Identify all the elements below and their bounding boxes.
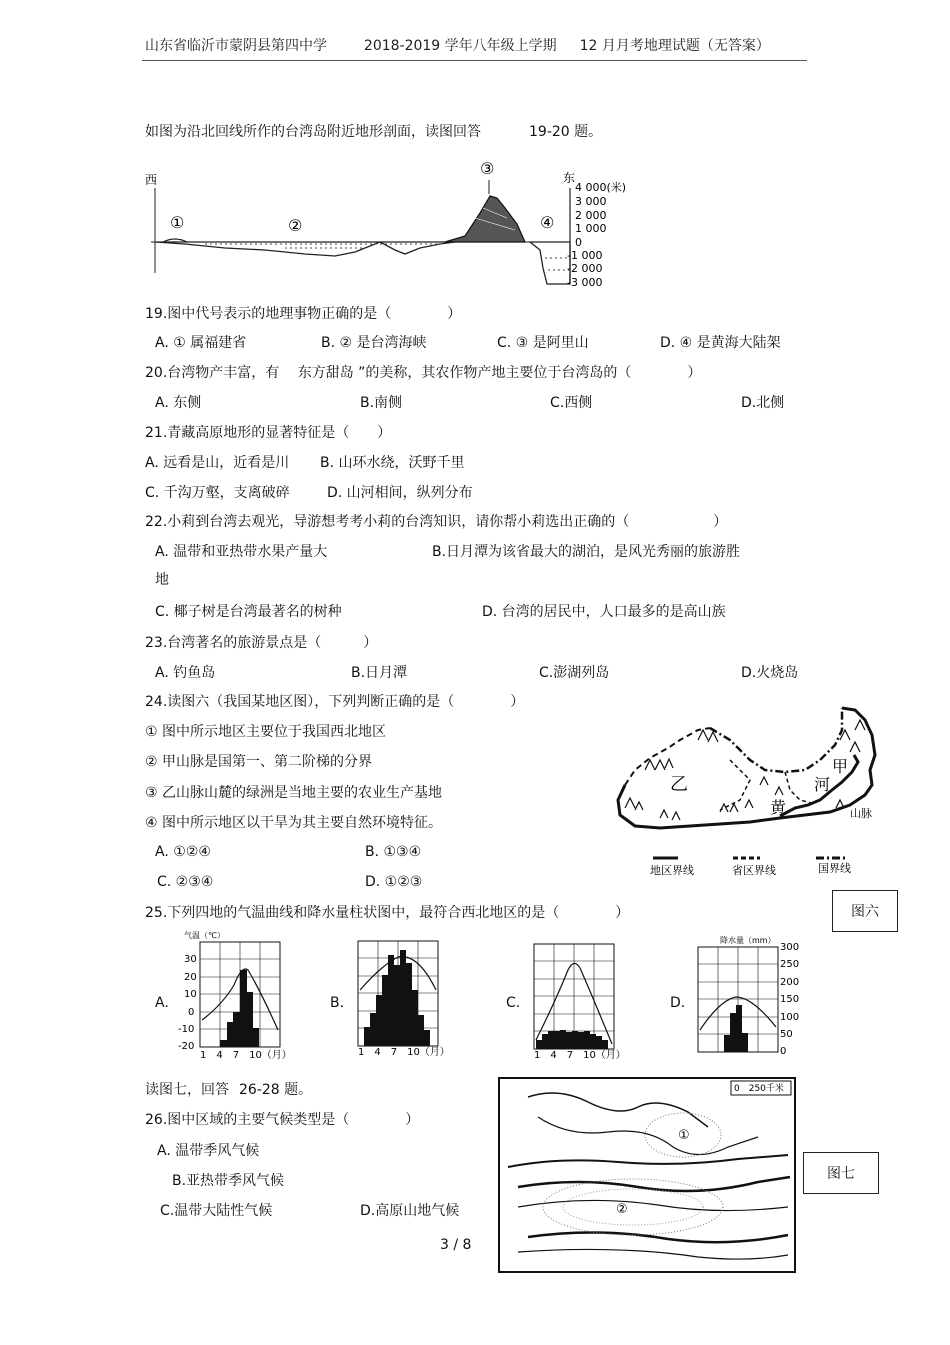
q24-statement-3: ③ 乙山脉山麓的绿洲是当地主要的农业生产基地: [145, 785, 442, 801]
svg-text:150: 150: [780, 994, 800, 1005]
q20-option-d: D.北侧: [741, 395, 785, 411]
svg-text:300: 300: [780, 942, 800, 953]
taiwan-profile-figure: [145, 158, 645, 293]
svg-text:20: 20: [184, 972, 197, 983]
header-term: 2018-2019 学年八年级上学期: [363, 38, 557, 54]
q24-statement-1: ① 图中所示地区主要位于我国西北地区: [145, 724, 386, 740]
q23-option-c: C.澎湖列岛: [539, 665, 610, 681]
q19-stem: 19.图中代号表示的地理事物正确的是（ ）: [145, 306, 462, 322]
fig7-scale: 0 250千米: [734, 1084, 784, 1094]
q24-option-c: C. ②③④: [157, 874, 214, 890]
svg-text:4 000(米): 4 000(米): [575, 181, 627, 194]
q21-option-b: B. 山环水绕，沃野千里: [320, 455, 465, 471]
q22-option-a: A. 温带和亚热带水果产量大: [155, 544, 328, 560]
fig7-caption: 图七: [803, 1152, 879, 1194]
header-rule: [142, 60, 807, 61]
svg-text:1 4 7 10（月）: 1 4 7 10（月）: [200, 1050, 292, 1061]
q22-option-b-cont: 地: [155, 572, 169, 588]
q25-stem: 25.下列四地的气温曲线和降水量柱状图中，最符合西北地区的是（ ）: [145, 905, 630, 921]
page-header: [145, 35, 770, 55]
q22-option-c: C. 椰子树是台湾最著名的树种: [155, 604, 342, 620]
q24-stem: 24.读图六（我国某地区图），下列判断正确的是（ ）: [145, 694, 525, 710]
q26-option-a: A. 温带季风气候: [157, 1143, 260, 1159]
svg-text:-1 000: -1 000: [567, 249, 603, 262]
fig6-caption: 图六: [832, 890, 898, 932]
svg-text:10: 10: [184, 989, 197, 1000]
q20-option-c: C.西侧: [550, 395, 593, 411]
fig7-map: [498, 1077, 796, 1273]
climate-chart-c: [528, 940, 628, 1060]
svg-text:100: 100: [780, 1012, 800, 1023]
q21-stem: 21.青藏高原地形的显著特征是（ ）: [145, 425, 392, 441]
climate-chart-a: [172, 930, 292, 1060]
profile-marker-4: ④: [540, 213, 555, 232]
q23-option-a: A. 钓鱼岛: [155, 665, 216, 681]
q24-option-d: D. ①②③: [365, 874, 423, 890]
q22-option-d: D. 台湾的居民中，人口最多的是高山族: [482, 604, 726, 620]
header-exam: 12 月月考地理试题（无答案）: [579, 38, 770, 54]
q21-option-c: C. 千沟万壑，支离破碎: [145, 485, 290, 501]
intro-26-28: 读图七，回答 26-28 题。: [145, 1082, 313, 1098]
q21-option-a: A. 远看是山，近看是川: [145, 455, 290, 471]
q22-option-b: B.日月潭为该省最大的湖泊，是风光秀丽的旅游胜: [432, 544, 741, 560]
profile-scale: [567, 180, 626, 289]
fig6-label-yi: 乙: [670, 774, 688, 795]
intro-19-20: 如图为沿北回线所作的台湾岛附近地形剖面，读图回答 19-20 题。: [145, 124, 603, 140]
q26-option-c: C.温带大陆性气候: [160, 1203, 273, 1219]
profile-marker-3: ③: [480, 159, 495, 178]
q26-option-d: D.高原山地气候: [360, 1203, 460, 1219]
fig6-label-shanmai: 山脉: [850, 807, 872, 820]
svg-text:-10: -10: [178, 1024, 195, 1035]
chart-a-temp-title: 气温（℃）: [184, 931, 225, 940]
svg-text:-3 000: -3 000: [567, 276, 603, 289]
fig6-map: [610, 700, 885, 880]
q20-option-a: A. 东侧: [155, 395, 202, 411]
page-number: 3 / 8: [440, 1237, 472, 1253]
svg-text:1 000: 1 000: [575, 222, 607, 235]
q24-option-b: B. ①③④: [365, 844, 422, 860]
q26-stem: 26.图中区域的主要气候类型是（ ）: [145, 1112, 420, 1128]
q19-option-b: B. ② 是台湾海峡: [321, 335, 427, 351]
fig6-legend-region: 地区界线: [650, 864, 694, 877]
profile-east-label: 东: [563, 171, 576, 185]
profile-west-label: 西: [145, 173, 158, 187]
q19-option-c: C. ③ 是阿里山: [497, 335, 589, 351]
svg-text:30: 30: [184, 954, 197, 965]
svg-text:2 000: 2 000: [575, 209, 607, 222]
profile-marker-2: ②: [288, 216, 303, 235]
q24-option-a: A. ①②④: [155, 844, 211, 860]
fig6-legend-province: 省区界线: [732, 864, 776, 877]
q26-option-b: B.亚热带季风气候: [172, 1173, 285, 1189]
climate-chart-b: [352, 935, 452, 1058]
profile-marker-1: ①: [170, 213, 185, 232]
fig6-label-jia: 甲: [832, 757, 849, 776]
fig6-legend-national: 国界线: [818, 862, 851, 875]
svg-text:50: 50: [780, 1029, 793, 1040]
svg-text:1 4 7 10（月）: 1 4 7 10（月）: [358, 1047, 450, 1058]
q24-statement-2: ② 甲山脉是国第一、第二阶梯的分界: [145, 754, 373, 770]
svg-text:0: 0: [188, 1007, 195, 1018]
fig7-marker-2: ②: [616, 1202, 628, 1217]
svg-text:250: 250: [780, 959, 800, 970]
q21-option-d: D. 山河相间，纵列分布: [327, 485, 473, 501]
fig7-marker-1: ①: [678, 1128, 690, 1143]
q23-option-b: B.日月潭: [351, 665, 408, 681]
q19-option-d: D. ④ 是黄海大陆架: [660, 335, 781, 351]
svg-text:0: 0: [575, 236, 582, 249]
q20-stem: 20.台湾物产丰富，有 东方甜岛 ”的美称，其农作物产地主要位于台湾岛的（ ）: [145, 365, 702, 381]
q23-option-d: D.火烧岛: [741, 665, 799, 681]
q23-stem: 23.台湾著名的旅游景点是（ ）: [145, 635, 378, 651]
q25-choice-c: C.: [506, 995, 521, 1011]
header-school: 山东省临沂市蒙阴县第四中学: [145, 38, 327, 54]
svg-text:1 4 7 10（月）: 1 4 7 10（月）: [534, 1050, 626, 1061]
svg-text:0: 0: [780, 1046, 787, 1057]
climate-chart-d: [690, 935, 805, 1060]
svg-text:-2 000: -2 000: [567, 262, 603, 275]
chart-d-precip-title: 降水量（mm）: [720, 936, 776, 945]
svg-text:200: 200: [780, 977, 800, 988]
q24-statement-4: ④ 图中所示地区以干旱为其主要自然环境特征。: [145, 815, 442, 831]
fig6-label-huang: 黄: [770, 798, 787, 817]
fig6-label-he: 河: [814, 775, 831, 794]
q22-stem: 22.小莉到台湾去观光，导游想考考小莉的台湾知识，请你帮小莉选出正确的（ ）: [145, 514, 728, 530]
q20-option-b: B.南侧: [360, 395, 403, 411]
svg-text:-20: -20: [178, 1041, 195, 1052]
q19-option-a: A. ① 属福建省: [155, 335, 247, 351]
q25-choice-a: A.: [155, 995, 169, 1011]
q25-choice-b: B.: [330, 995, 345, 1011]
q25-choice-d: D.: [670, 995, 686, 1011]
svg-text:3 000: 3 000: [575, 195, 607, 208]
